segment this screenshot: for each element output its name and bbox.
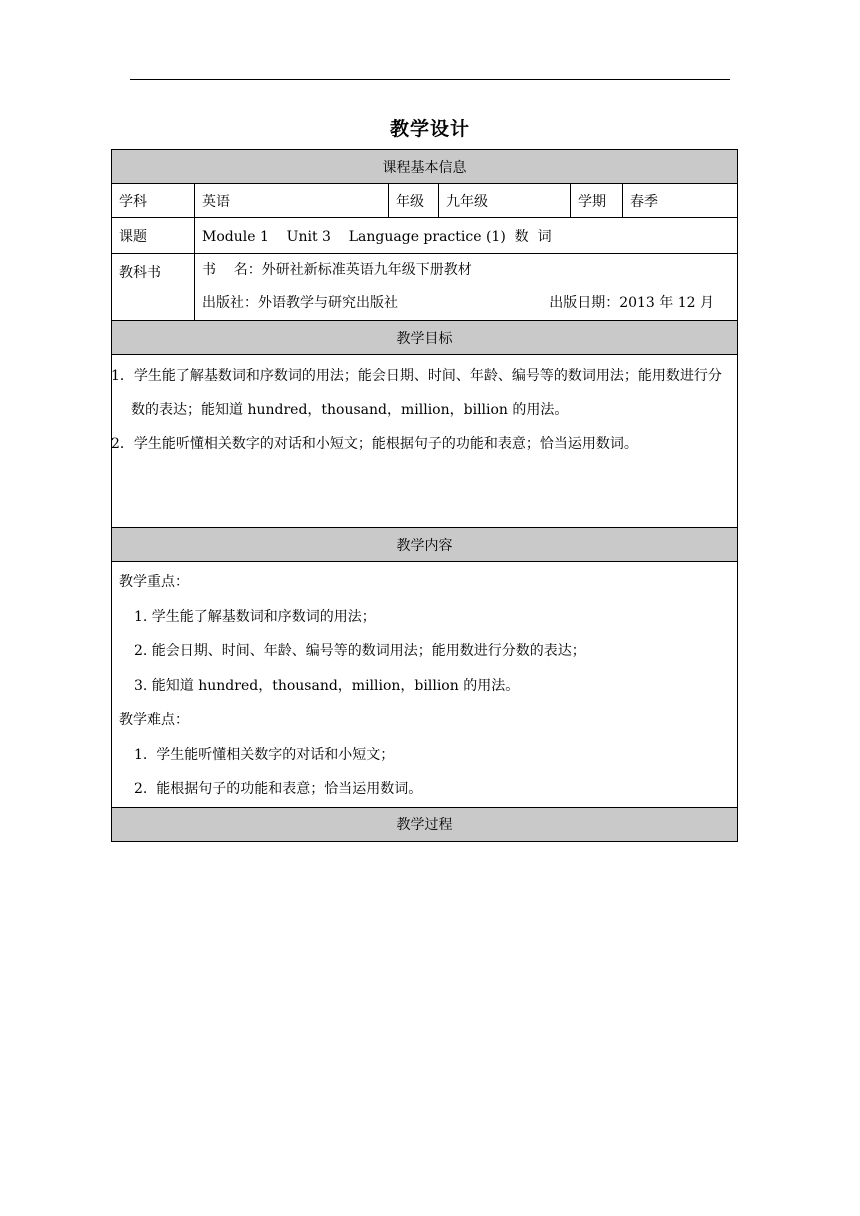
grade-label: 年级 bbox=[389, 184, 439, 218]
objectives-header-row bbox=[112, 321, 738, 355]
header-rule bbox=[130, 79, 730, 80]
document-title: 教学设计 bbox=[389, 118, 470, 140]
difficult-point-item: 2. 能根据句子的功能和表意；恰当运用数词。 bbox=[134, 781, 423, 797]
objective-item: 1．学生能了解基数词和序数词的用法；能会日期、时间、年龄、编号等的数词用法；能用数进行分数的表达；能知道 hundred，thousand，million，billion 的用法。 bbox=[111, 368, 722, 418]
book-name: 书 名：外研社新标准英语九年级下册教材 bbox=[202, 262, 472, 278]
content-header-row bbox=[112, 528, 738, 562]
content-row bbox=[112, 562, 738, 808]
key-point-item: 2. 能会日期、时间、年龄、编号等的数词用法；能用数进行分数的表达； bbox=[134, 643, 586, 659]
objectives-header: 教学目标 bbox=[112, 321, 738, 355]
lesson-plan-table bbox=[111, 149, 738, 842]
basic-info-header-row bbox=[112, 150, 738, 184]
basic-info-header: 课程基本信息 bbox=[112, 150, 738, 184]
topic-value: Module 1 Unit 3 Language practice (1) 数 词 bbox=[195, 218, 738, 254]
publisher: 出版社：外语教学与研究出版社 bbox=[202, 295, 398, 311]
content-header: 教学内容 bbox=[112, 528, 738, 562]
term-label: 学期 bbox=[571, 184, 623, 218]
process-header-row bbox=[112, 807, 738, 841]
difficult-point-item: 1. 学生能听懂相关数字的对话和小短文； bbox=[134, 746, 395, 763]
term-value: 春季 bbox=[623, 184, 738, 218]
key-points-label: 教学重点： bbox=[119, 574, 189, 590]
subject-row bbox=[112, 184, 738, 218]
publish-date: 出版日期：2013 年 12 月 bbox=[549, 295, 714, 311]
subject-label: 学科 bbox=[112, 184, 195, 218]
subject-value: 英语 bbox=[195, 184, 389, 218]
textbook-info bbox=[195, 254, 738, 321]
topic-row bbox=[112, 218, 738, 254]
process-header: 教学过程 bbox=[112, 807, 738, 841]
objectives-row bbox=[112, 355, 738, 528]
objective-item: 2．学生能听懂相关数字的对话和小短文；能根据句子的功能和表意；恰当运用数词。 bbox=[111, 436, 638, 452]
key-point-item: 1. 学生能了解基数词和序数词的用法； bbox=[134, 608, 376, 625]
publisher-line bbox=[202, 287, 730, 320]
content-body bbox=[112, 562, 738, 808]
topic-label: 课题 bbox=[112, 218, 195, 254]
objectives-body bbox=[112, 355, 738, 528]
textbook-row bbox=[112, 254, 738, 321]
grade-value: 九年级 bbox=[439, 184, 571, 218]
textbook-label: 教科书 bbox=[112, 254, 195, 321]
key-point-item: 3. 能知道 hundred，thousand，million，billion 的用法。 bbox=[134, 677, 520, 694]
difficult-points-label: 教学难点： bbox=[119, 712, 189, 728]
